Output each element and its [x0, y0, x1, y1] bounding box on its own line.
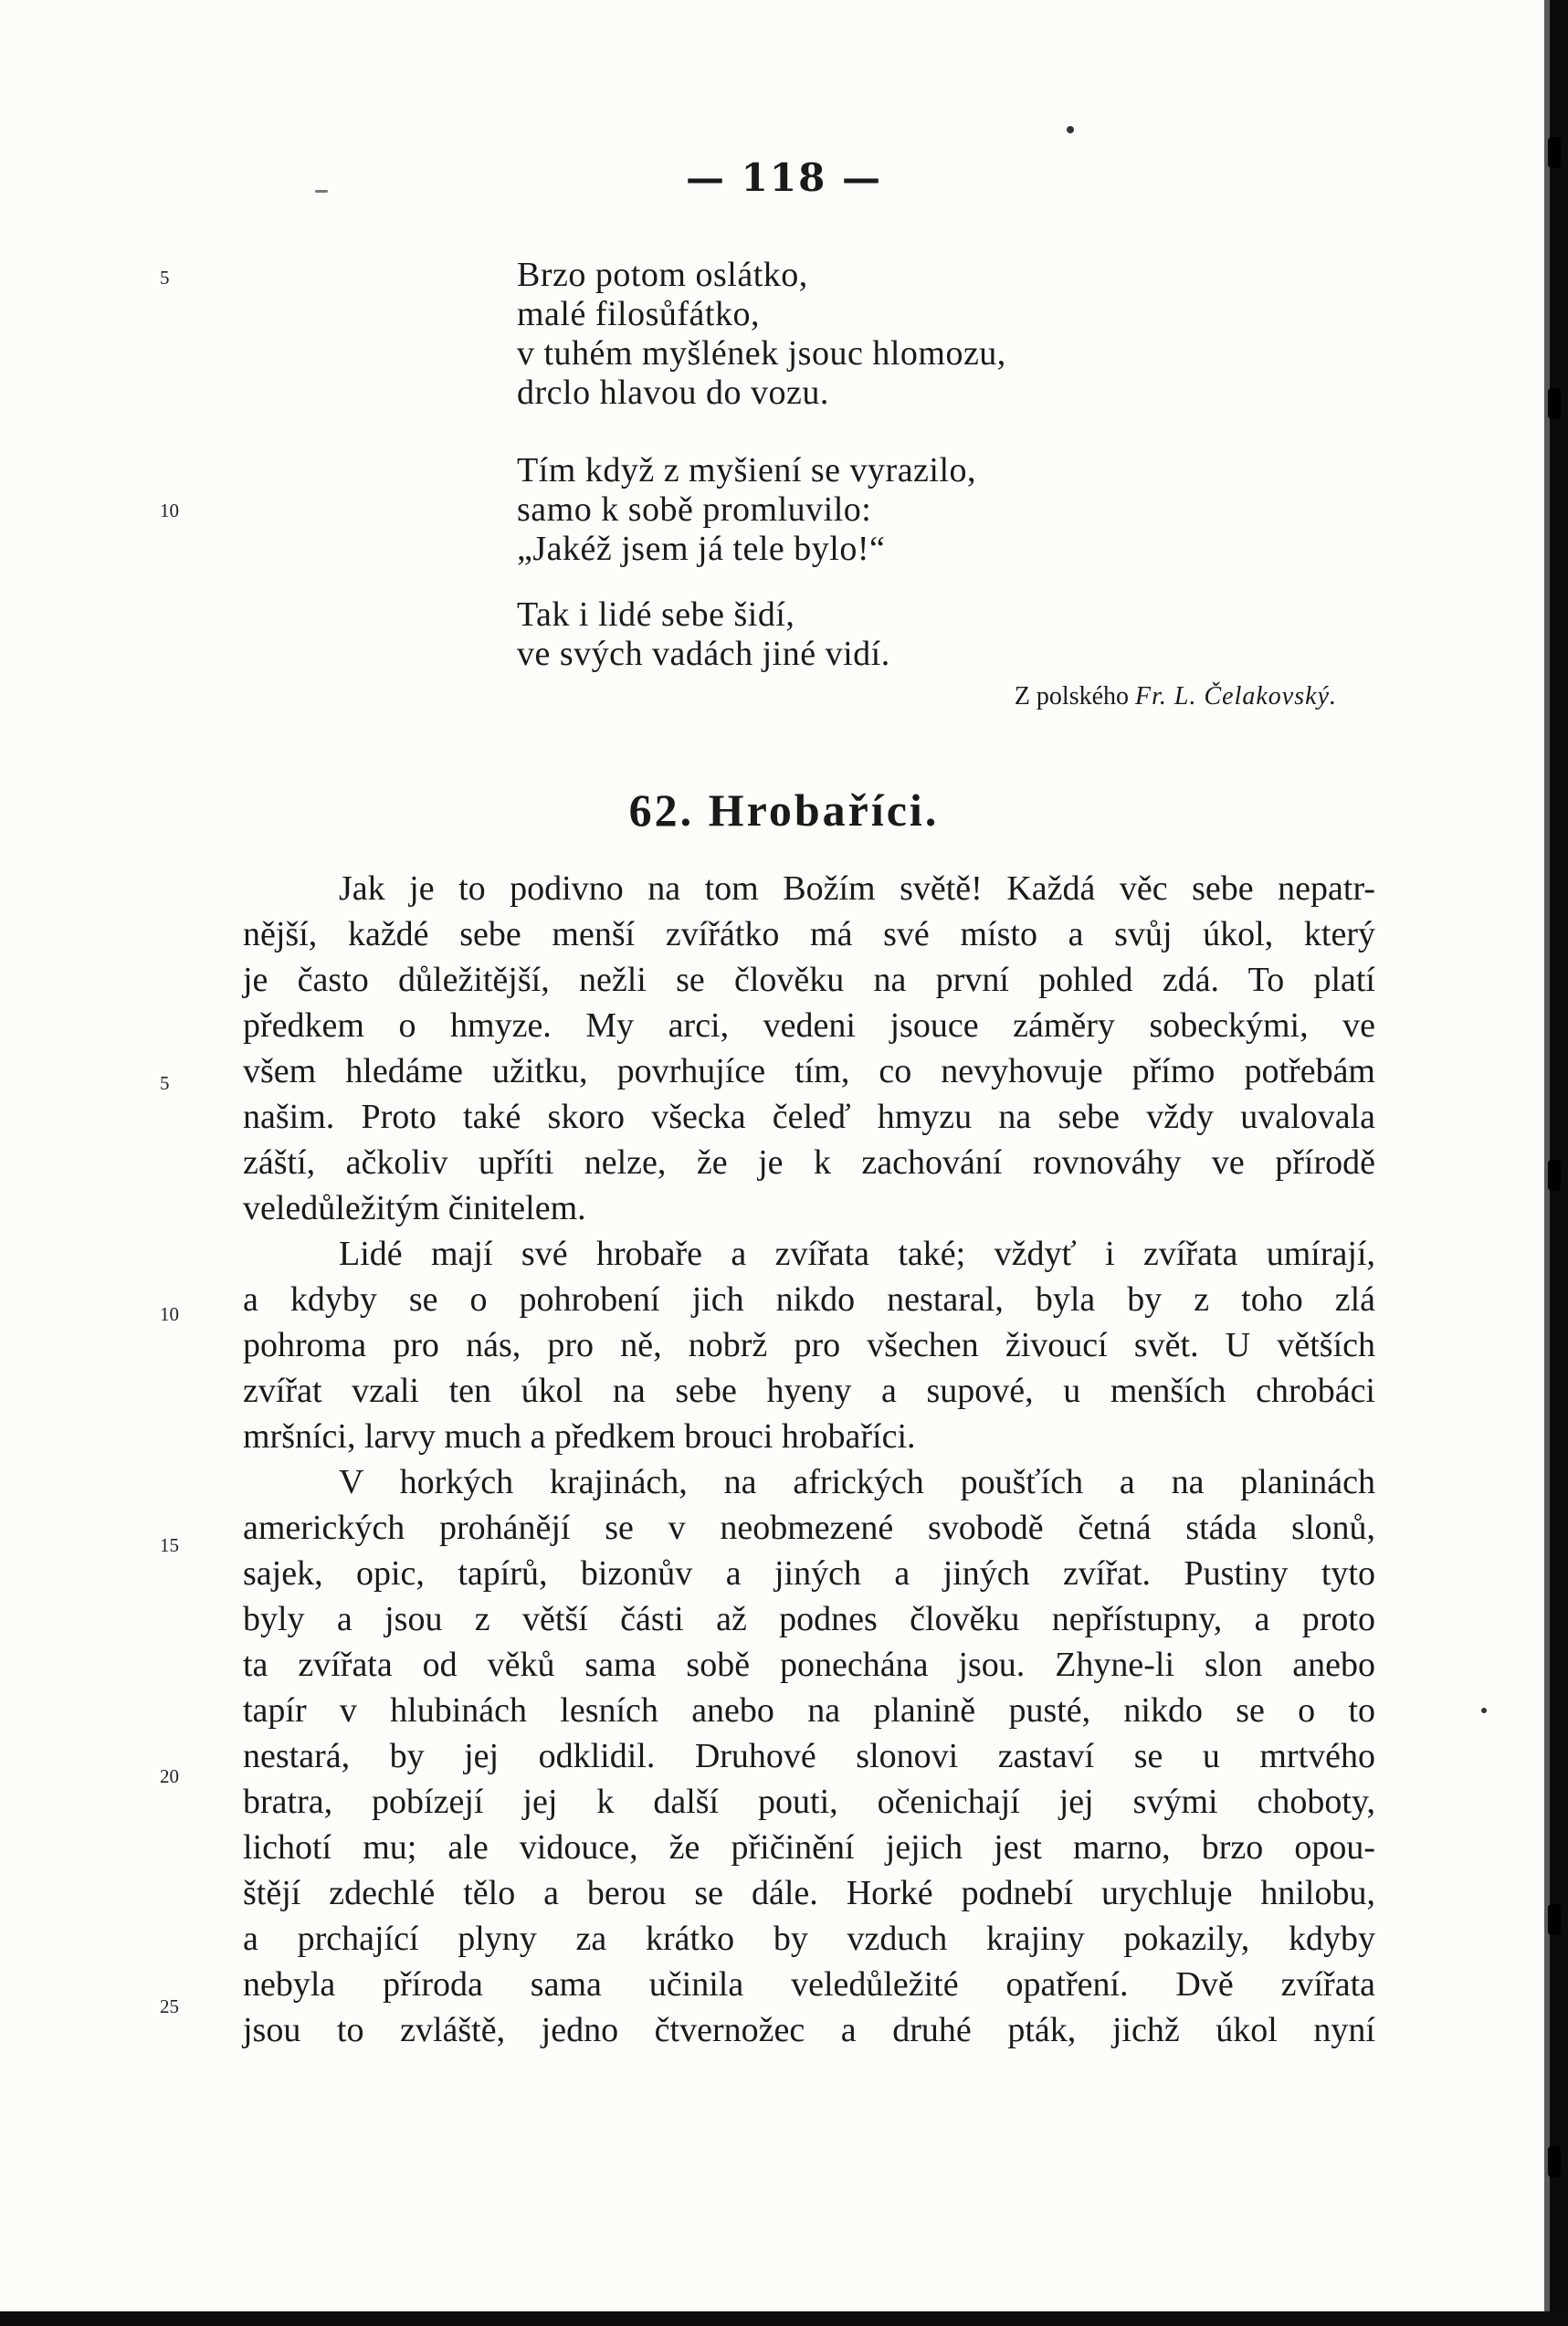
line-number: 5: [160, 267, 170, 289]
line-number: 5: [160, 1072, 170, 1094]
ink-speck: [1481, 1708, 1487, 1713]
text-line: a prchající plyny za krátko by vzduch krajiny pokazily, kdyby: [243, 1920, 1375, 1958]
poem-line: Tak i lidé sebe šidí,: [517, 595, 795, 634]
section-title: 62. Hrobaříci.: [628, 784, 940, 836]
text-line: bratra, pobízejí jej k další pouti, očenichají jej svými choboty,: [243, 1783, 1375, 1821]
text-line: sajek, opic, tapírů, bizonův a jiných a jiných zvířat. Pustiny tyto: [243, 1554, 1375, 1593]
scan-bottom-edge: [0, 2311, 1568, 2326]
text-line: mršníci, larvy much a předkem brouci hrobaříci.: [243, 1417, 916, 1456]
text-line: všem hledáme užitku, povrhujíce tím, co nevyhovuje přímo potřebám: [243, 1052, 1375, 1090]
text-line: ta zvířata od věků sama sobě ponechána jsou. Zhyne-li slon anebo: [243, 1646, 1375, 1684]
ink-speck: [1067, 126, 1074, 133]
line-number: 15: [160, 1534, 179, 1556]
text-line: amerických prohánějí se v neobmezené svobodě četná stáda slonů,: [243, 1509, 1375, 1547]
scan-mark: [1548, 1160, 1561, 1191]
attribution-prefix: Z polského: [1014, 682, 1130, 710]
text-line: Jak je to podivno na tom Božím světě! Každá věc sebe nepatr-: [339, 869, 1375, 908]
poem-line: drclo hlavou do vozu.: [517, 374, 829, 412]
text-line: veledůležitým činitelem.: [243, 1189, 586, 1227]
line-number: 25: [160, 1995, 179, 2017]
poem-line: v tuhém myšlének jsouc hlomozu,: [517, 334, 1006, 373]
text-line: tapír v hlubinách lesních anebo na planině pusté, nikdo se o to: [243, 1691, 1375, 1730]
line-number: 10: [160, 500, 179, 521]
scan-mark: [1548, 1904, 1561, 1935]
line-number: 10: [160, 1303, 179, 1325]
text-line: záští, ačkoliv upříti nelze, že je k zachování rovnováhy ve přírodě: [243, 1143, 1375, 1182]
poem-stanza-2: [517, 451, 976, 569]
article-body: [243, 866, 1375, 2053]
text-line: V horkých krajinách, na afrických poušťích a na planinách: [339, 1463, 1375, 1501]
poem-line: samo k sobě promluvilo:: [517, 490, 872, 529]
poem-stanza-3: [517, 595, 890, 674]
text-line: a kdyby se o pohrobení jich nikdo nestaral, byla by z toho zlá: [243, 1280, 1375, 1319]
text-line: zvířat vzali ten úkol na sebe hyeny a supové, u menších chrobáci: [243, 1372, 1375, 1410]
poem-line: „Jakéž jsem já tele bylo!“: [517, 530, 886, 568]
text-line: Lidé mají své hrobaře a zvířata také; vždyť i zvířata umírají,: [339, 1235, 1375, 1273]
text-line: nestará, by jej odklidil. Druhové slonovi zastaví se u mrtvého: [243, 1737, 1375, 1775]
text-line: štějí zdechlé tělo a berou se dále. Horké podnebí urychluje hnilobu,: [243, 1874, 1375, 1912]
attribution-author: Fr. L. Čelakovský.: [1135, 682, 1337, 710]
scan-mark: [1548, 388, 1561, 419]
text-line: je často důležitější, nežli se člověku na první pohled zdá. To platí: [243, 961, 1375, 999]
text-line: nebyla příroda sama učinila veledůležité opatření. Dvě zvířata: [243, 1965, 1375, 2004]
poem-stanza-1: [517, 256, 1006, 413]
text-line: jsou to zvláště, jedno čtvernožec a druhé pták, jichž úkol nyní: [243, 2011, 1375, 2049]
text-line: předkem o hmyze. My arci, vedeni jsouce záměry sobeckými, ve: [243, 1006, 1375, 1045]
page-number: — 118 —: [686, 155, 882, 200]
poem-line: malé filosůfátko,: [517, 295, 760, 333]
poem-line: Tím když z myšiení se vyrazilo,: [517, 451, 977, 489]
text-line: byly a jsou z větší části až podnes člověku nepřístupny, a proto: [243, 1600, 1375, 1638]
text-line: lichotí mu; ale vidouce, že přičinění jejich jest marno, brzo opou-: [243, 1828, 1375, 1867]
scan-mark: [1548, 2146, 1561, 2177]
text-line: pohroma pro nás, pro ně, nobrž pro všechen živoucí svět. U větších: [243, 1326, 1375, 1364]
poem-line: Brzo potom oslátko,: [517, 256, 808, 294]
poem-attribution: [517, 682, 1337, 711]
line-number: 20: [160, 1765, 179, 1787]
text-line: nější, každé sebe menší zvířátko má své místo a svůj úkol, který: [243, 915, 1375, 953]
text-line: našim. Proto také skoro všecka čeleď hmyzu na sebe vždy uvalovala: [243, 1098, 1375, 1136]
poem-line: ve svých vadách jiné vidí.: [517, 635, 890, 673]
